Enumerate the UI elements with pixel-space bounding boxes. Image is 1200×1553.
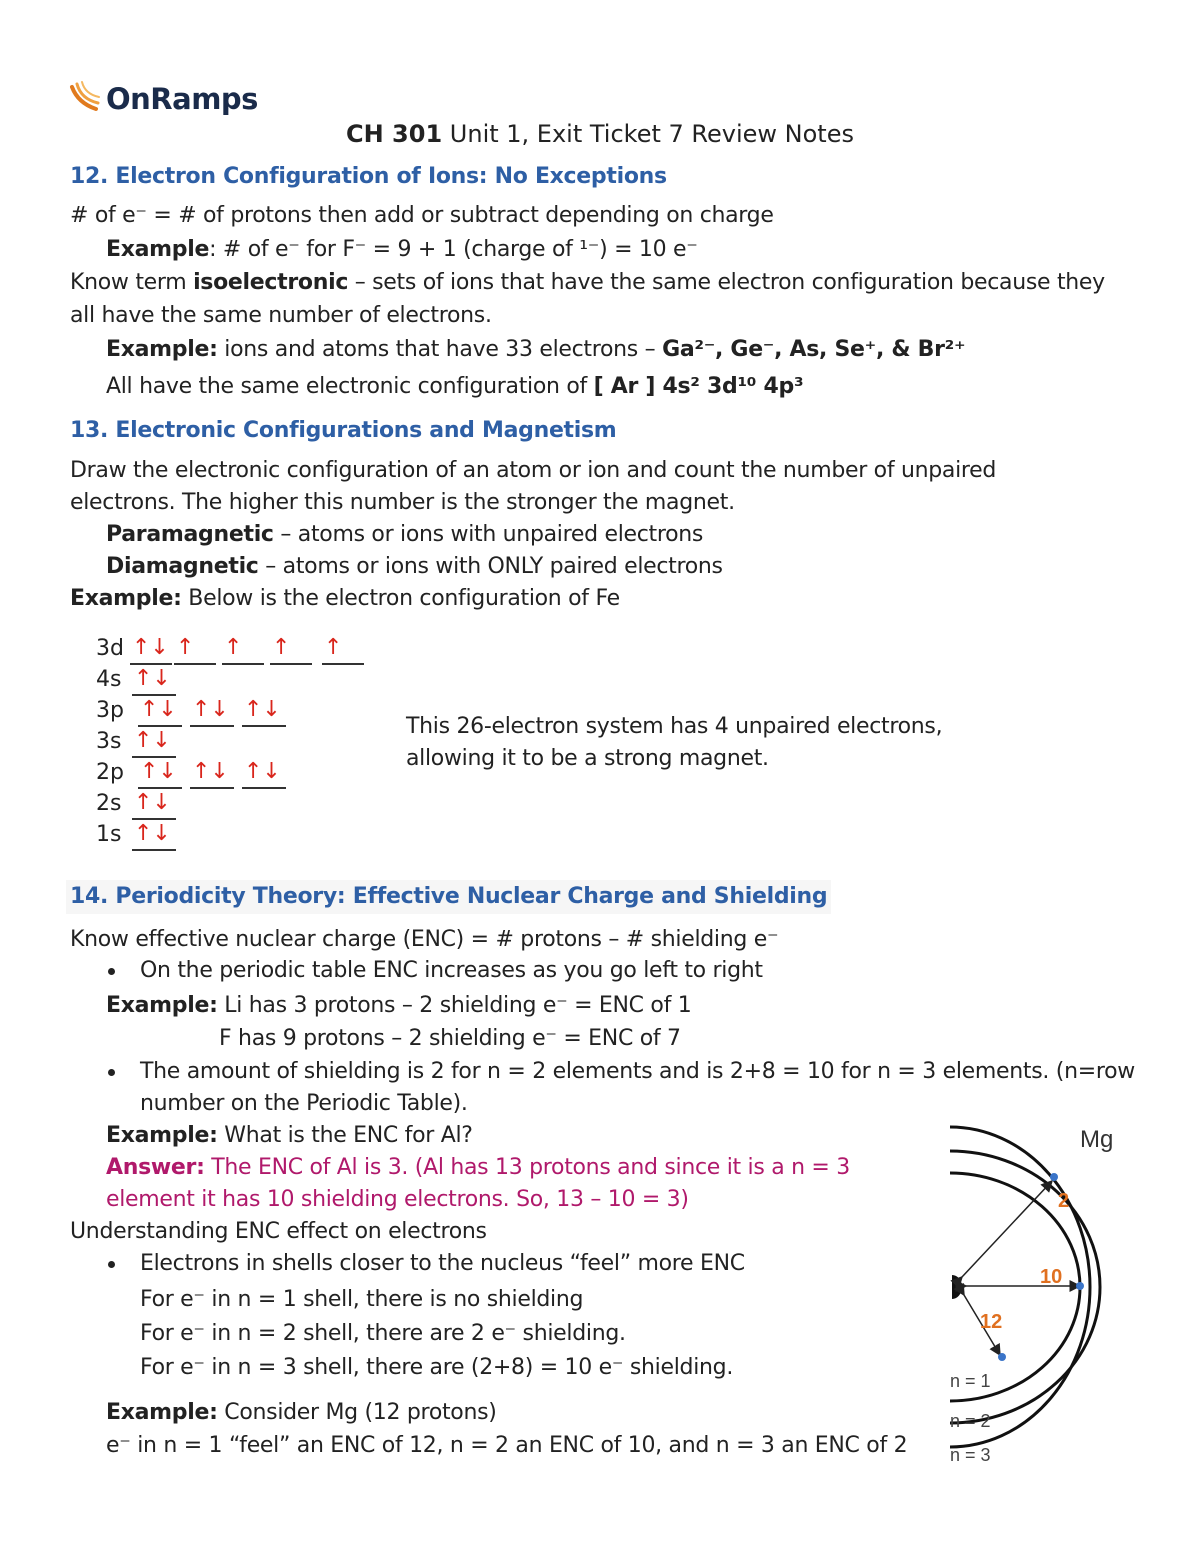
onramps-logo: [68, 74, 258, 124]
electron-arrows: ↑: [272, 635, 291, 660]
bullet-icon: [108, 1261, 115, 1268]
orbital-label-1s: 1s: [96, 822, 122, 847]
electron-point: [998, 1353, 1006, 1361]
s13-note2: allowing it to be a strong magnet.: [406, 746, 769, 771]
electron-arrows: ↑↓: [140, 697, 177, 722]
orbital-line: [190, 787, 234, 789]
label-2: 2: [1058, 1190, 1070, 1212]
s14-bullet2-line2: number on the Periodic Table).: [140, 1091, 468, 1116]
label-10: 10: [1040, 1266, 1063, 1288]
orbital-line: [132, 756, 176, 758]
s14-line1: Know effective nuclear charge (ENC) = # protons – # shielding e⁻: [70, 927, 779, 952]
s12-example1: Example: # of e⁻ for F⁻ = 9 + 1 (charge of ¹⁻) = 10 e⁻: [106, 237, 698, 262]
s13-paramagnetic: Paramagnetic – atoms or ions with unpaired electrons: [106, 522, 704, 547]
orbital-label-4s: 4s: [96, 667, 122, 692]
s13-line1: Draw the electronic configuration of an atom or ion and count the number of unpaired: [70, 458, 997, 483]
electron-arrows: ↑↓: [134, 790, 171, 815]
s14-example1: Example: Li has 3 protons – 2 shielding e⁻ = ENC of 1: [106, 993, 692, 1018]
s12-isoelectronic: Know term isoelectronic – sets of ions that have the same electron configuration because they: [70, 270, 1105, 295]
orbital-line: [270, 663, 312, 665]
orbital-line: [174, 663, 216, 665]
page-title: CH 301 Unit 1, Exit Ticket 7 Review Notes: [346, 120, 854, 148]
orbital-label-3s: 3s: [96, 729, 122, 754]
bullet-icon: [108, 1069, 115, 1076]
electron-arrows: ↑↓: [244, 697, 281, 722]
s13-diamagnetic: Diamagnetic – atoms or ions with ONLY paired electrons: [106, 554, 723, 579]
shell-label-n2: n = 2: [950, 1411, 991, 1431]
s14-bullet1: On the periodic table ENC increases as you go left to right: [140, 956, 763, 986]
s14-example3-line2: e⁻ in n = 1 “feel” an ENC of 12, n = 2 an ENC of 10, and n = 3 an ENC of 2: [106, 1433, 908, 1458]
s12-config: All have the same electronic configuration of [ Ar ] 4s² 3d¹⁰ 4p³: [106, 374, 804, 399]
electron-arrows: ↑: [324, 635, 343, 660]
orbital-line: [242, 725, 286, 727]
orbital-line: [138, 725, 182, 727]
orbital-line: [132, 818, 176, 820]
orbital-line: [132, 694, 176, 696]
s14-shell1: For e⁻ in n = 1 shell, there is no shielding: [140, 1287, 584, 1312]
s14-example3: Example: Consider Mg (12 protons): [106, 1400, 497, 1425]
s12-example2: Example: ions and atoms that have 33 electrons – Ga²⁻, Ge⁻, As, Se⁺, & Br²⁺: [106, 337, 966, 362]
electron-arrows: ↑↓: [134, 728, 171, 753]
orbital-line: [138, 787, 182, 789]
orbital-diagram: [96, 634, 396, 864]
electron-arrows: ↑↓: [140, 759, 177, 784]
orbital-line: [242, 787, 286, 789]
electron-point: [1076, 1282, 1084, 1290]
s12-iso-line2: all have the same number of electrons.: [70, 303, 492, 328]
s14-shell3: For e⁻ in n = 3 shell, there are (2+8) = 10 e⁻ shielding.: [140, 1355, 734, 1380]
orbital-label-2s: 2s: [96, 791, 122, 816]
electron-arrows: ↑↓: [244, 759, 281, 784]
electron-arrows: ↑↓: [134, 666, 171, 691]
s13-note1: This 26-electron system has 4 unpaired electrons,: [406, 714, 943, 739]
orbital-line: [322, 663, 364, 665]
label-12: 12: [980, 1311, 1003, 1333]
s14-example1-line2: F has 9 protons – 2 shielding e⁻ = ENC of 7: [219, 1026, 681, 1051]
electron-arrows: ↑↓: [132, 635, 169, 660]
s14-understand: Understanding ENC effect on electrons: [70, 1219, 487, 1244]
s14-shell2: For e⁻ in n = 2 shell, there are 2 e⁻ shielding.: [140, 1321, 626, 1346]
nucleus-shape: [952, 1275, 962, 1299]
bullet-icon: [108, 968, 115, 975]
orbital-line: [190, 725, 234, 727]
shell-label-n1: n = 1: [950, 1371, 991, 1391]
electron-arrows: ↑↓: [134, 821, 171, 846]
orbital-line: [130, 663, 172, 665]
s14-bullet2: The amount of shielding is 2 for n = 2 elements and is 2+8 = 10 for n = 3 elements. (n=row: [140, 1057, 1135, 1087]
logo-text: OnRamps: [106, 82, 258, 116]
section-14-heading: 14. Periodicity Theory: Effective Nuclear Charge and Shielding: [66, 880, 831, 914]
shell-label-n3: n = 3: [950, 1445, 991, 1465]
arrow-2: [962, 1181, 1052, 1277]
section-13-heading: 13. Electronic Configurations and Magnetism: [70, 418, 617, 443]
section-12-heading: 12. Electron Configuration of Ions: No Exceptions: [70, 164, 667, 189]
s12-line1: # of e⁻ = # of protons then add or subtract depending on charge: [70, 203, 774, 228]
electron-arrows: ↑: [176, 635, 195, 660]
s14-example2: Example: What is the ENC for Al?: [106, 1123, 473, 1148]
orbital-label-3d: 3d: [96, 636, 124, 661]
orbital-line: [132, 849, 176, 851]
electron-arrows: ↑↓: [192, 697, 229, 722]
electron-arrows: ↑↓: [192, 759, 229, 784]
s14-answer: Answer: The ENC of Al is 3. (Al has 13 protons and since it is a n = 3: [106, 1155, 850, 1180]
element-label: Mg: [1080, 1126, 1114, 1153]
s13-example: Example: Below is the electron configuration of Fe: [70, 586, 620, 611]
s13-line2: electrons. The higher this number is the stronger the magnet.: [70, 490, 735, 515]
mg-shell-diagram: [940, 1115, 1140, 1475]
orbital-line: [222, 663, 264, 665]
onramps-logo-icon: [68, 79, 102, 119]
electron-arrows: ↑: [224, 635, 243, 660]
electron-point: [1050, 1173, 1058, 1181]
orbital-label-2p: 2p: [96, 760, 124, 785]
orbital-label-3p: 3p: [96, 698, 124, 723]
s14-answer-line2: element it has 10 shielding electrons. So, 13 – 10 = 3): [106, 1187, 689, 1212]
s14-bullet3: Electrons in shells closer to the nucleus “feel” more ENC: [140, 1249, 745, 1279]
